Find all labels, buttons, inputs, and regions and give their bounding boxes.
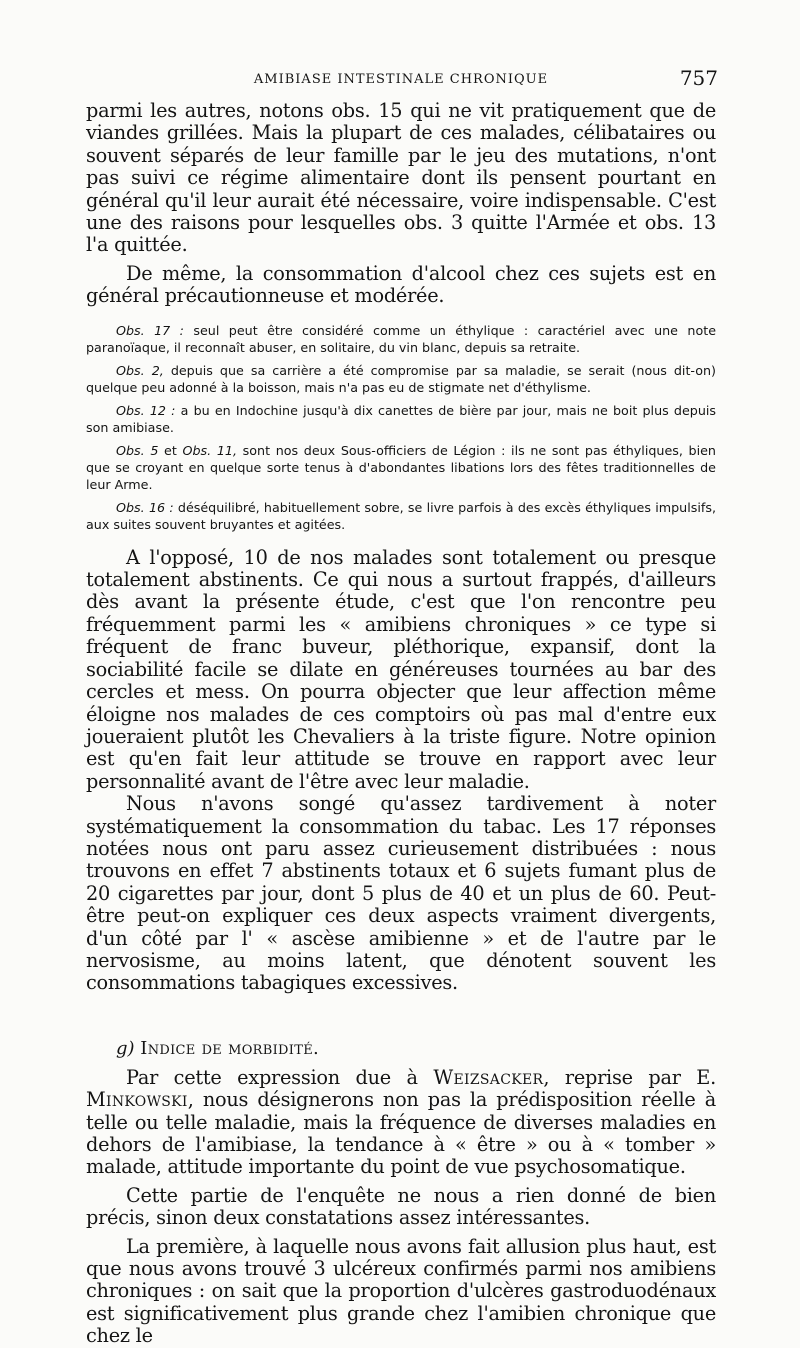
page-number: 757 bbox=[679, 66, 718, 90]
author-minkowski: Minkowski bbox=[86, 1088, 188, 1112]
paragraph-3: A l'opposé, 10 de nos malades sont totalement ou presque totalement abstinents. Ce qui nous a surtout frappés, d'ailleurs dès avant la présente étude, c'est que l'on rencontre peu fréquemment parmi les « amibiens chroniques » ce type si fréquent de franc buveur, pléthorique, expansif, dont la sociabilité facile se dilate en généreuses tournées au bar des cercles et mess. On pourra objecter que leur affection même éloigne nos malades de ces comptoirs où pas mal d'entre eux joueraient plutôt les Chevaliers à la triste figure. Notre opinion est qu'en fait leur attitude se trouve en rapport avec leur personnalité avant de l'être avec leur maladie. bbox=[86, 545, 716, 793]
note-text: seul peut être considéré comme un éthylique : caractériel avec une note paranoïaque, il reconnaît abuser, en solitaire, du vin blanc, depuis sa retraite. bbox=[86, 322, 716, 355]
page-content bbox=[86, 66, 716, 1348]
note-text: sont nos deux Sous-officiers de Légion : ils ne sont pas éthyliques, bien que se croyant en quelque sorte tenus à d'abondantes libations lors des fêtes traditionnelles de leur Arme. bbox=[86, 442, 716, 492]
author-weizsacker: Weizsacker bbox=[433, 1065, 544, 1089]
running-title: AMIBIASE INTESTINALE CHRONIQUE bbox=[253, 72, 549, 87]
note-obs-12 bbox=[86, 402, 716, 436]
note-label: Obs. 11, bbox=[182, 442, 238, 458]
section-marker: g) bbox=[116, 1037, 135, 1059]
paragraph-4: Nous n'avons songé qu'assez tardivement à noter systématiquement la consommation du tabac. Les 17 réponses notées nous ont paru assez curieusement distribuées : nous trouvons en effet 7 abstinents totaux et 6 sujets fumant plus de 20 cigarettes par jour, dont 5 plus de 40 et un plus de 60. Peut-être peut-on expliquer ces deux aspects vraiment divergents, d'un côté par l' « ascèse amibienne » et de l'autre par le nervosisme, au moins latent, que dénotent souvent les consommations tabagiques excessives. bbox=[86, 792, 716, 995]
note-obs-16 bbox=[86, 499, 716, 533]
paragraph-7: La première, à laquelle nous avons fait allusion plus haut, est que nous avons trouvé 3 ulcéreux confirmés parmi nos amibiens chroniques : on sait que la proportion d'ulcères gastroduodénaux est significativement plus grande chez l'amibien chronique que chez le bbox=[86, 1234, 716, 1348]
note-text: déséquilibré, habituellement sobre, se livre parfois à des excès éthyliques impulsifs, aux suites souvent bruyantes et agitées. bbox=[86, 499, 716, 532]
note-text: a bu en Indochine jusqu'à dix canettes de bière par jour, mais ne boit plus depuis son amibiase. bbox=[86, 402, 716, 435]
paragraph-1: parmi les autres, notons obs. 15 qui ne vit pratiquement que de viandes grillées. Mais la plupart de ces malades, célibataires ou souvent séparés de leur famille par le jeu des mutations, n'ont pas suivi ce régime alimentaire dont ils pensent pourtant en général qu'il leur aurait été nécessaire, voire indispensable. C'est une des raisons pour lesquelles obs. 3 quitte l'Armée et obs. 13 l'a quittée. bbox=[86, 99, 716, 257]
note-text: depuis que sa carrière a été compromise par sa maladie, se serait (nous dit-on) quelque peu adonné à la boisson, mais n'a pas eu de stigmate net d'éthylisme. bbox=[86, 362, 717, 395]
note-connector: et bbox=[158, 442, 183, 458]
note-label: Obs. 17 : bbox=[116, 322, 184, 338]
note-obs-5-11 bbox=[86, 442, 716, 493]
note-label: Obs. 2, bbox=[116, 362, 164, 378]
section-title: Indice de morbidité. bbox=[140, 1037, 320, 1059]
note-label: Obs. 5 bbox=[116, 442, 159, 458]
note-label: Obs. 16 : bbox=[116, 499, 174, 515]
note-label: Obs. 12 : bbox=[116, 402, 176, 418]
paragraph-5: Par cette expression due à Weizsacker, reprise par E. Minkowski, nous désignerons non pas la prédisposition réelle à telle ou telle maladie, mais la fréquence de diverses maladies en dehors de l'amibiase, la tendance à « être » ou à « tomber » malade, attitude importante du point de vue psychosomatique. bbox=[86, 1065, 717, 1179]
running-header bbox=[86, 66, 716, 100]
note-obs-2 bbox=[86, 362, 716, 396]
paragraph-6: Cette partie de l'enquête ne nous a rien donné de bien précis, sinon deux constatations assez intéressantes. bbox=[86, 1183, 716, 1230]
paragraph-2: De même, la consommation d'alcool chez ces sujets est en général précautionneuse et modérée. bbox=[86, 261, 716, 308]
note-obs-17 bbox=[86, 322, 716, 356]
observation-notes bbox=[86, 322, 716, 533]
section-heading bbox=[86, 1037, 716, 1061]
